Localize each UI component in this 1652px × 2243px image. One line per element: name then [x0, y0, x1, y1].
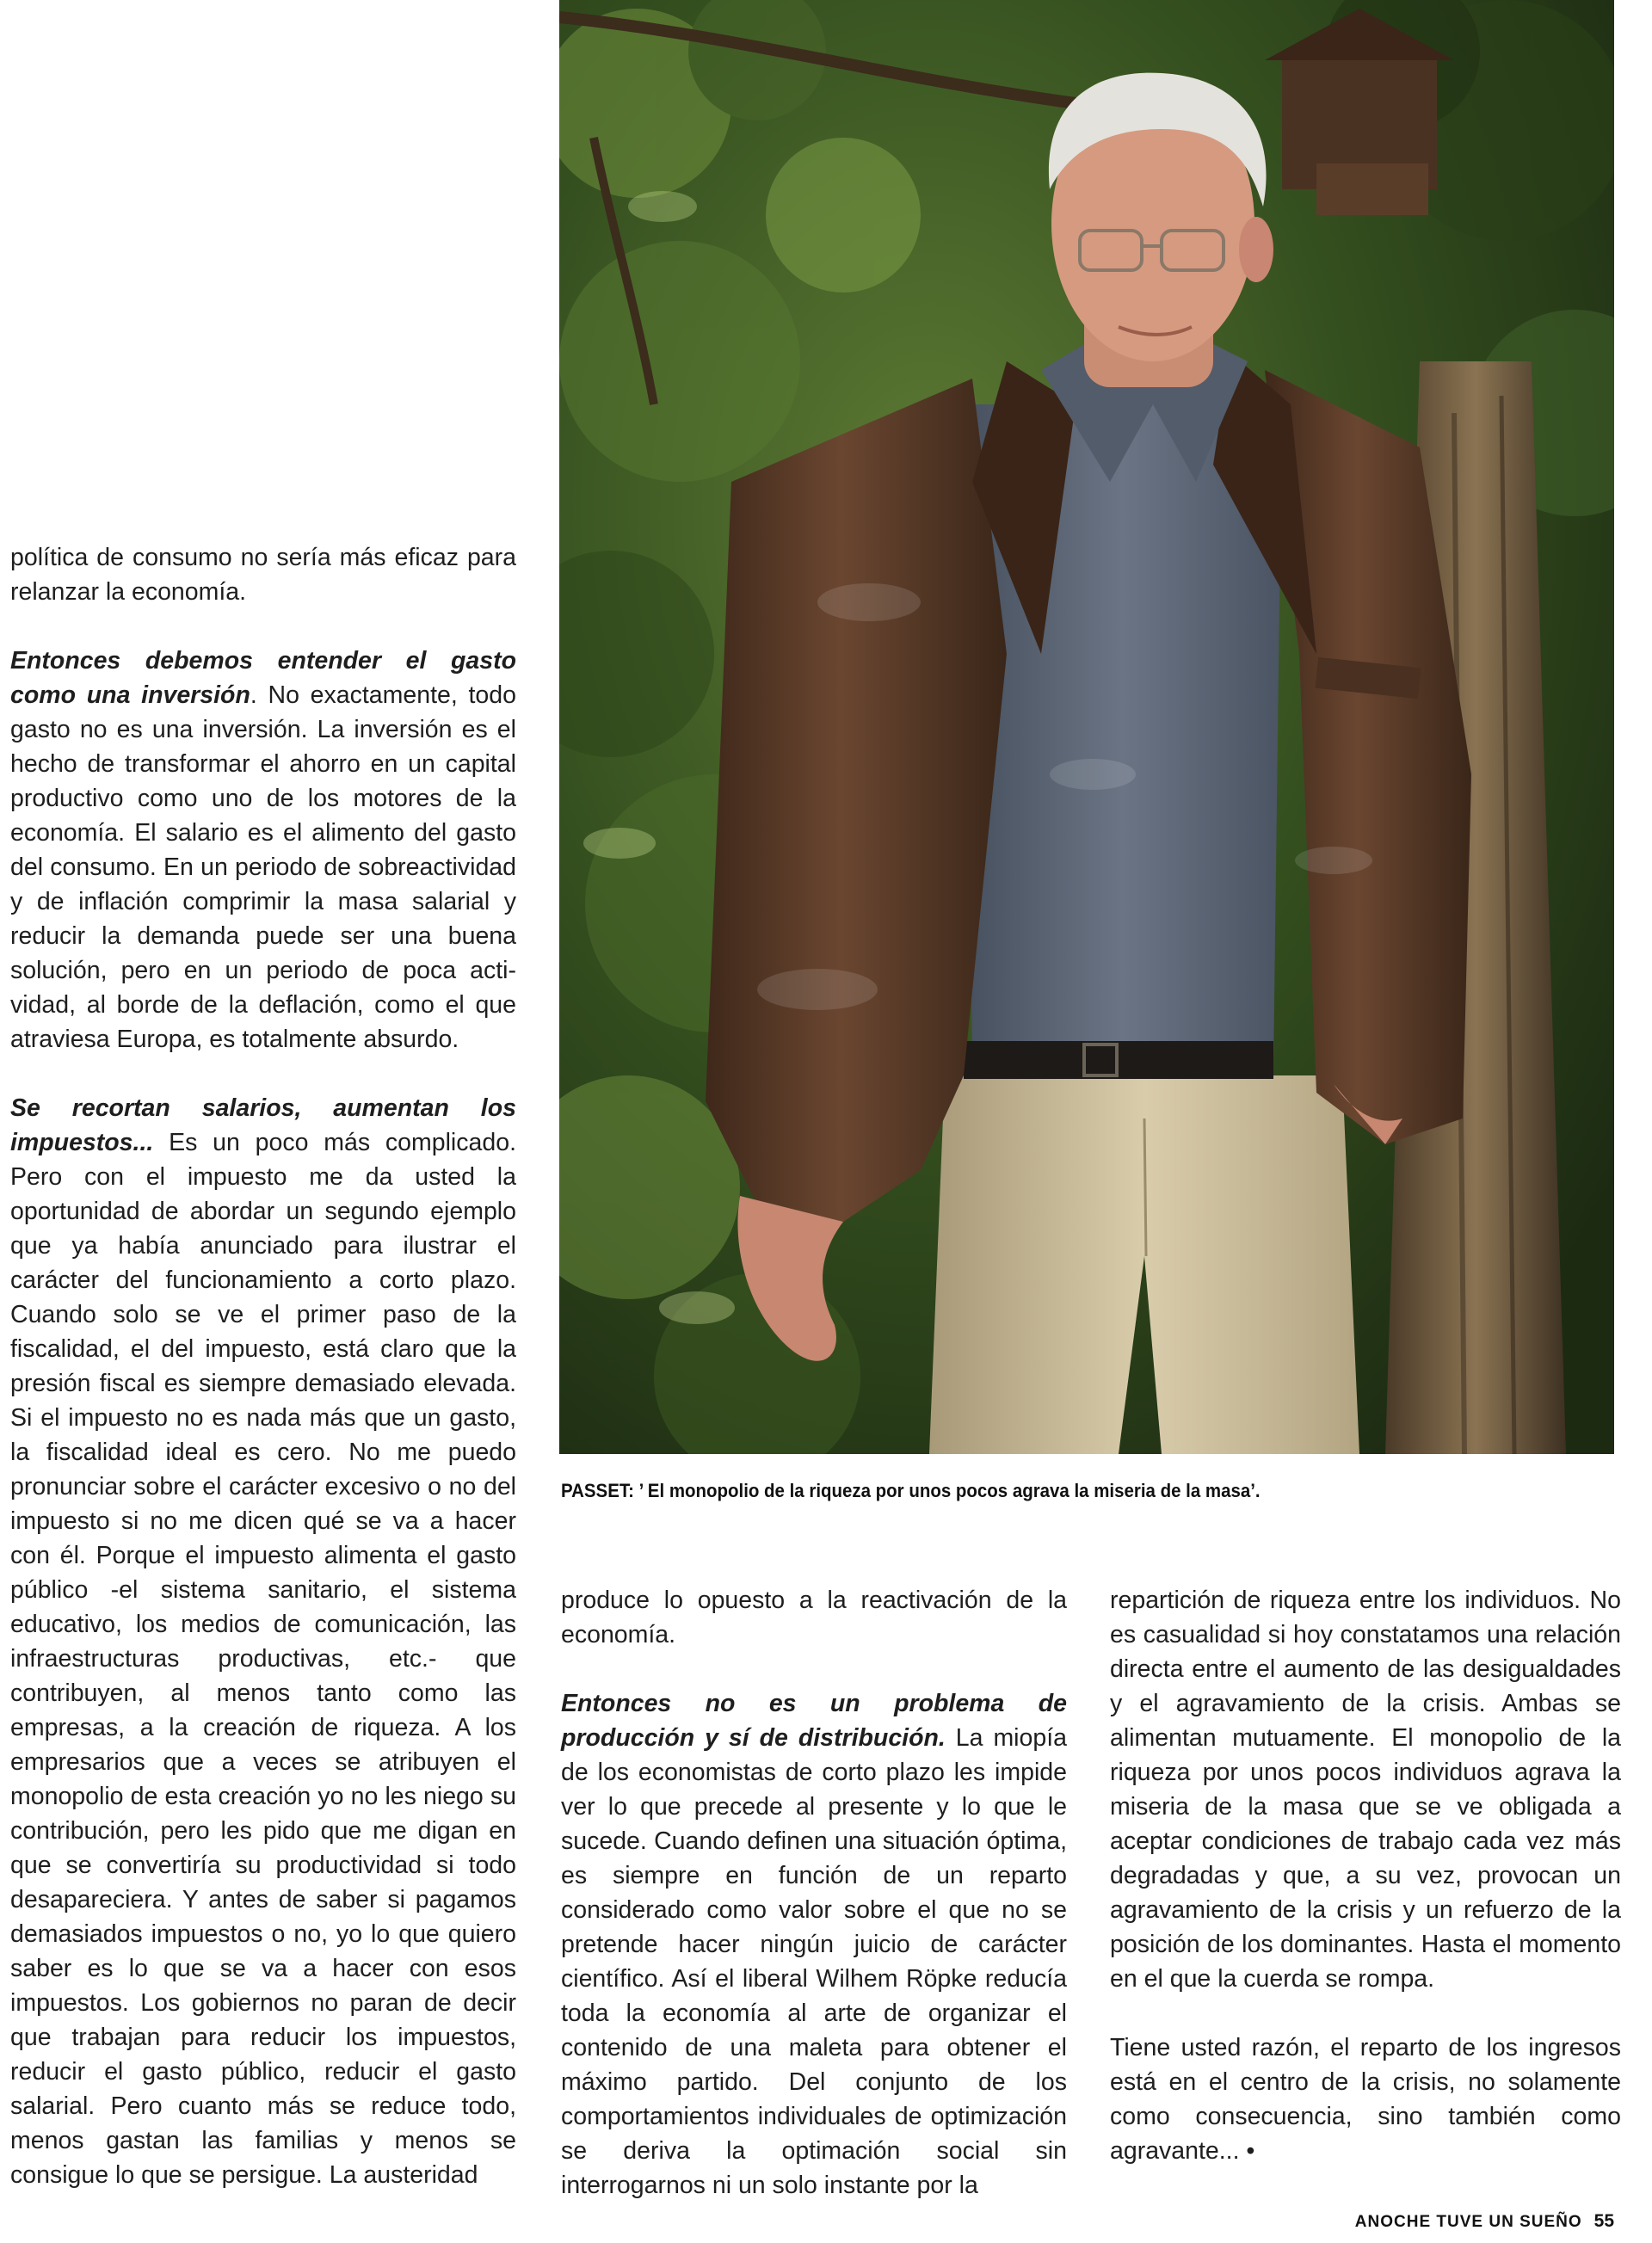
article-text: política de consumo no sería más eficaz para relanzar la economía.	[10, 544, 516, 606]
photo-caption: PASSET: ’ El monopolio de la riqueza por unos pocos agrava la miseria de la masa’.	[561, 1480, 1261, 1501]
article-paragraph	[10, 644, 516, 1057]
article-text: Es un poco más complicado. Pero con el impuesto me da usted la oportunidad de abordar un segundo ejemplo que ya había anunciado para ilustrar el carácter del funcionamiento a corto plazo. Cuando solo se ve el primer paso de la fiscalidad, el del impuesto, está claro que la presión fiscal es siempre demasiado elevada. Si el impuesto no es nada más que un gasto, la fiscalidad ideal es cero. No me puedo pronunciar sobre el carácter excesivo o no del impuesto si no me dicen qué se va a hacer con él. Porque el impuesto alimenta el gasto público -el sistema sanitario, el sistema educativo, los medios de comunicación, las infraestructuras productivas, etc.- que contribuyen, al menos tanto como las empresas, a la creación de riqueza. A los empresarios que a veces se atribuyen el monopolio de esta creación yo no les niego su contribución, pero les pido que me digan en que se convertiría su productividad si todo desapareciera. Y antes de saber si pagamos demasiados impuestos o no, yo lo que quiero saber es lo que se va a hacer con esos impuestos. Los gobiernos no paran de decir que trabajan para reducir los impuestos, reducir el gasto público, reducir el gasto salarial. Pero cuanto más se reduce todo, menos gastan las familias y menos se consigue lo que se persigue. La austeridad	[10, 1129, 516, 2189]
article-column-left	[10, 540, 516, 2192]
article-text: . No exactamente, todo gasto no es una inversión. La inversión es el hecho de transformar el ahorro en un capital productivo como uno de los motores de la economía. El salario es el alimento del gasto del consumo. En un periodo de sobreactividad y de inflación comprimir la masa salarial y reducir la demanda puede ser una buena solución, pero en un periodo de poca actividad, al borde de la deflación, como el que atraviesa Europa, es totalmente absurdo.	[10, 681, 516, 1053]
page-number: 55	[1593, 2211, 1614, 2231]
portrait-photo	[559, 0, 1614, 1454]
page-footer	[1355, 2211, 1614, 2232]
interview-question: Entonces debemos entender el gasto como una inversión	[10, 647, 516, 709]
portrait-illustration	[559, 0, 1614, 1454]
article-text: produce lo opuesto a la reactivación de la economía.	[561, 1587, 1067, 1648]
article-column-middle	[561, 1583, 1067, 2203]
article-paragraph	[1110, 2030, 1621, 2168]
article-paragraph	[10, 540, 516, 609]
interview-question: Entonces no es un problema de producción y sí de distribución.	[561, 1690, 1067, 1752]
article-text: repartición de riqueza entre los individuos. No es casualidad si hoy constatamos una relación directa entre el aumento de las desigualdades y el agravamiento de la crisis. Ambas se alimentan mutuamente. El monopolio de la riqueza por unos pocos individuos agrava la miseria de la masa que se ve obligada a aceptar condiciones de trabajo cada vez más degradadas y que, a su vez, provocan un agravamiento de la crisis y un refuerzo de la posición de los dominantes. Hasta el momento en el que la cuerda se rompa.	[1110, 1587, 1621, 1993]
article-text: La miopía de los economistas de corto plazo les impide ver lo que precede al presente y lo que le sucede. Cuando definen una situación óptima, es siempre en función de un reparto considerado como valor sobre el que no se pretende hacer ningún juicio de carácter científico. Así el liberal Wilhem Röpke reducía toda la economía al arte de organizar el contenido de una maleta para obtener el máximo partido. Del conjunto de los comportamientos individuales de optimización se deriva la optimación social sin interrogarnos ni un solo instante por la	[561, 1724, 1067, 2199]
article-paragraph	[561, 1583, 1067, 1652]
article-paragraph	[1110, 1583, 1621, 1996]
article-paragraph	[561, 1686, 1067, 2203]
article-column-right	[1110, 1583, 1621, 2168]
article-text: Tiene usted razón, el reparto de los ingresos está en el centro de la crisis, no solamente como consecuencia, sino también como agravante... •	[1110, 2034, 1621, 2165]
interview-question: Se recortan salarios, aumentan los impuestos...	[10, 1094, 516, 1156]
magazine-name: ANOCHE TUVE UN SUEÑO	[1354, 2213, 1582, 2231]
article-paragraph	[10, 1091, 516, 2192]
